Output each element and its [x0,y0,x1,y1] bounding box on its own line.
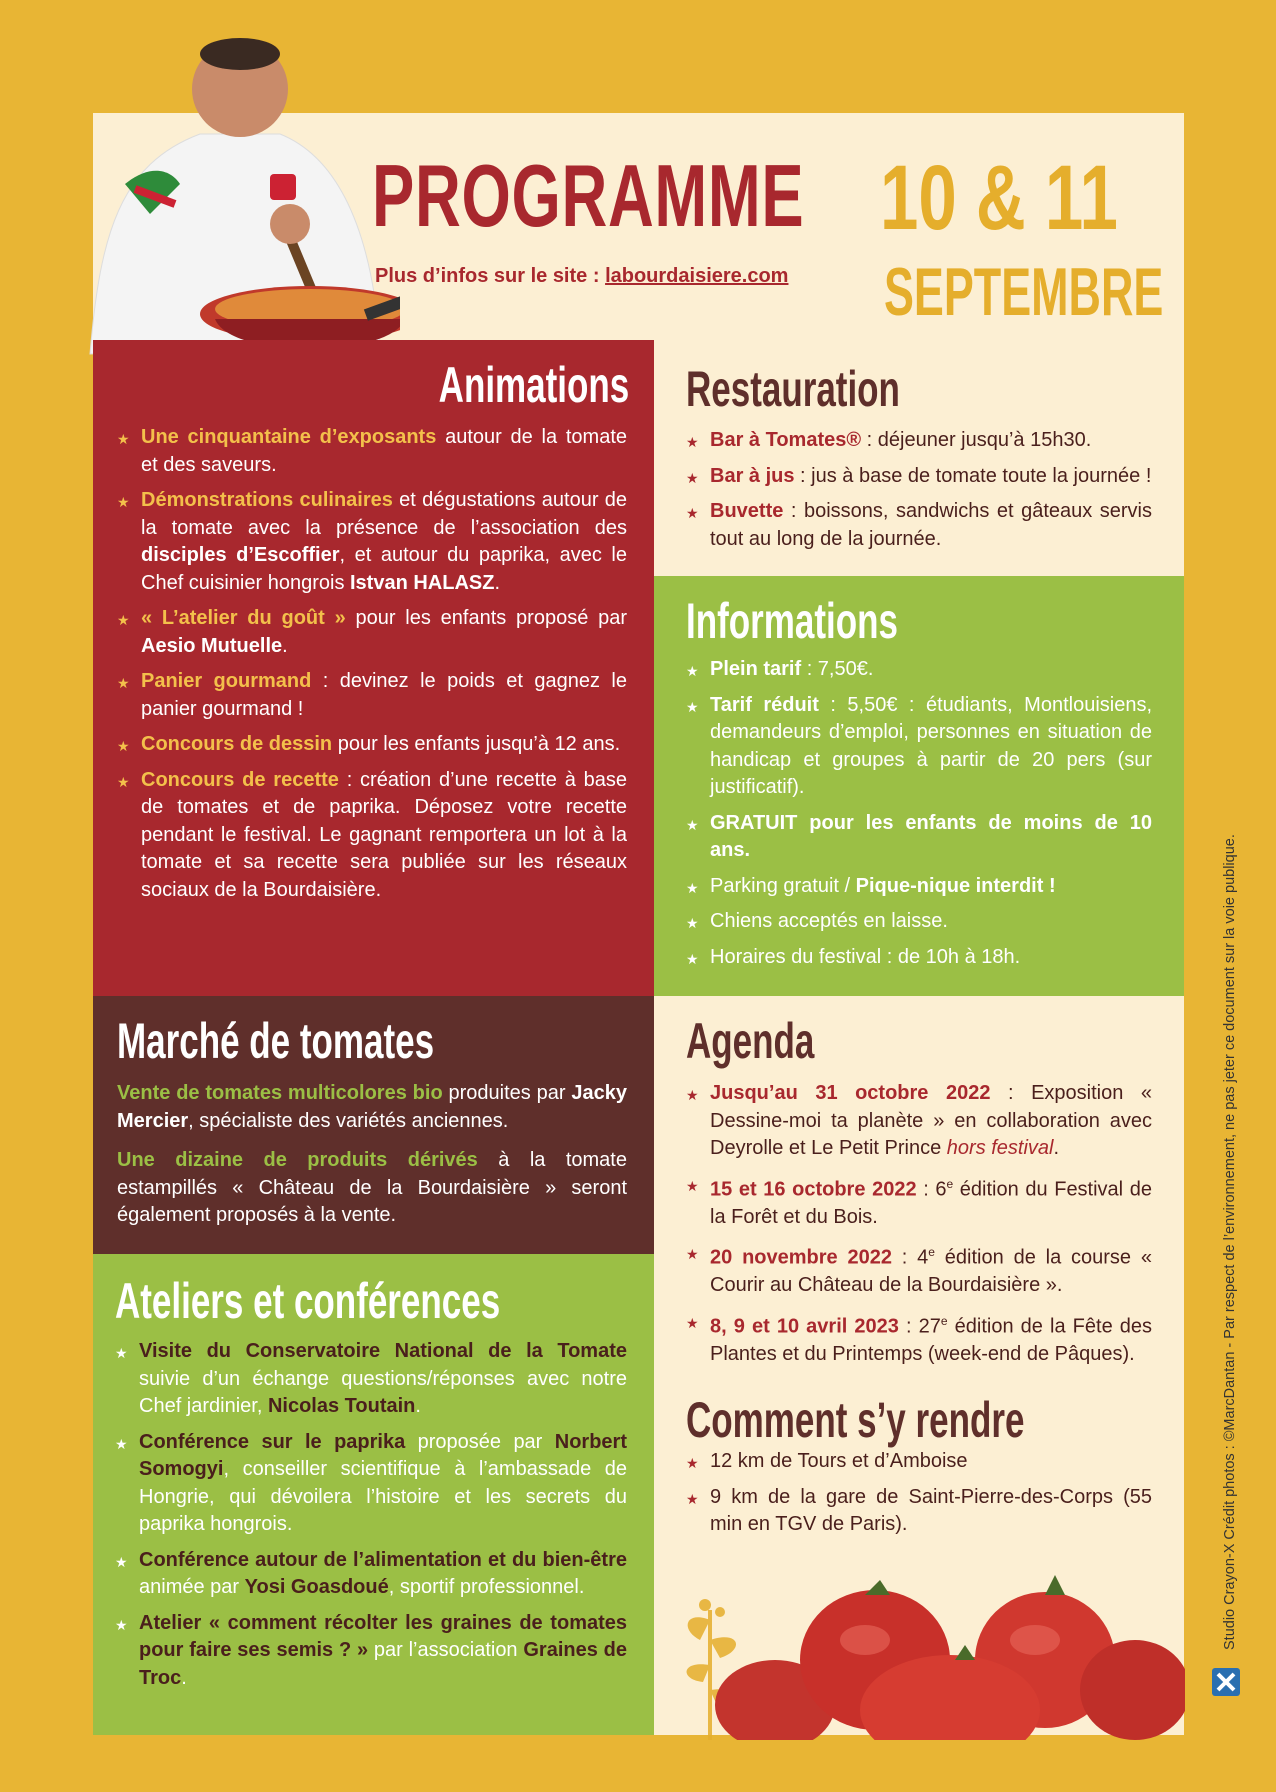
tomatoes-illustration [665,1540,1185,1740]
agenda-date: 8, 9 et 10 avril 2023 [710,1315,899,1338]
item-highlight: Bar à jus [710,464,795,487]
item-highlight: Concours de dessin [141,733,333,755]
item-text: : 5,50€ : étudiants, Montlouisiens, demandeurs d’emploi, personnes en situation de handicap et groupes à partir de 20 pers (sur justificatif). [710,693,1153,798]
star-bullet-icon: ★ [686,505,699,521]
item-text: : déjeuner jusqu’à 15h30. [861,429,1092,451]
star-bullet-icon: ★ [686,434,699,450]
item-highlight: Concours de recette [141,768,339,791]
list-item [117,668,627,723]
item-highlight: Panier gourmand [141,670,312,692]
star-bullet-icon: ★ [686,1246,699,1263]
animations-list [117,424,627,912]
star-bullet-icon: ★ [686,1087,699,1103]
star-bullet-icon: ★ [686,1177,699,1194]
item-text: : jus à base de tomate toute la journée ! [794,464,1152,487]
item-highlight: GRATUIT pour les enfants de moins de 10 ans. [710,811,1152,861]
ateliers-panel [93,1254,654,1735]
website-link[interactable]: labourdaisiere.com [605,265,789,287]
list-item [117,731,627,759]
agenda-text: édition de la Fête des Plantes et du Printemps (week-end de Pâques). [710,1315,1153,1365]
list-item [686,656,1152,684]
website-prefix: Plus d’infos sur le site : [375,265,606,287]
item-text: , conseiller scientifique à l’ambassade de Hongrie, qui dévoilera l’histoire et les secrets du paprika hongrois. [139,1458,627,1535]
item-text: : devinez le poids et gagnez le panier gourmand ! [141,670,627,720]
list-item [117,767,627,905]
acces-list [686,1448,1152,1547]
agenda-date: 15 et 16 octobre 2022 [710,1178,917,1201]
item-text: . [181,1666,187,1689]
page-title: PROGRAMME [372,146,805,245]
restauration-heading: Restauration [686,361,900,417]
item-bold: Graines de Troc [139,1639,627,1689]
item-text: : 7,50€. [801,658,874,680]
item-highlight: Vente de tomates multicolores bio [117,1082,443,1104]
list-item [686,427,1152,455]
acces-item [686,1484,1152,1539]
agenda-text: : 27 [898,1315,941,1338]
star-bullet-icon: ★ [117,612,130,628]
item-bold: Aesio Mutuelle [141,634,283,657]
acces-heading: Comment s’y rendre [686,1392,1025,1448]
event-dates: 10 & 11 [880,147,1118,249]
item-bold: Pique-nique interdit ! [855,874,1056,897]
star-bullet-icon: ★ [117,738,130,754]
star-bullet-icon: ★ [117,494,130,510]
agenda-text: édition du Festival de la Forêt et du Bois. [710,1178,1152,1228]
agenda-text: . [1053,1137,1060,1159]
item-highlight: Une dizaine de produits dérivés [117,1149,478,1171]
crayon-x-logo [1212,1668,1240,1696]
animations-heading: Animations [438,357,629,413]
list-item [686,498,1152,553]
item-text: par l’association [368,1639,524,1661]
item-text: pour les enfants proposé par [345,607,628,629]
item-text: pour les enfants jusqu’à 12 ans. [332,733,621,755]
agenda-item [686,1308,1152,1369]
item-text: . [282,634,288,657]
star-bullet-icon: ★ [115,1616,128,1633]
ordinal-suffix: e [946,1176,954,1191]
restauration-list [686,427,1152,561]
item-bold: disciples d’Escoffier [141,544,340,566]
list-item [686,908,1152,936]
marche-text [117,1080,627,1242]
star-bullet-icon: ★ [686,1455,699,1471]
item-highlight: Atelier « comment récolter les graines de tomates pour faire ses semis ? » [139,1611,627,1661]
acces-item [686,1448,1152,1476]
list-item [117,605,627,660]
item-highlight: Visite du Conservatoire National de la Tomate [139,1340,627,1362]
list-item [115,1610,627,1693]
item-text: Parking gratuit / [710,874,856,897]
star-bullet-icon: ★ [686,915,699,931]
item-bold: Jacky Mercier [117,1082,627,1132]
item-highlight: Démonstrations culinaires [141,489,393,511]
list-item [686,873,1152,901]
acces-text: 9 km de la gare de Saint-Pierre-des-Corps (55 min en TGV de Paris). [710,1485,1152,1535]
item-text: produites par [442,1082,572,1104]
agenda-text: : Exposition « Dessine-moi ta planète » en collaboration avec Deyrolle et Le Petit Prince [710,1082,1153,1159]
star-bullet-icon: ★ [686,663,699,679]
star-bullet-icon: ★ [115,1553,128,1570]
list-item [686,692,1152,802]
ordinal-suffix: e [940,1313,948,1328]
item-highlight: Conférence sur le paprika [139,1430,406,1453]
list-item [686,810,1152,865]
star-bullet-icon: ★ [686,469,699,486]
list-item [686,944,1152,972]
agenda-list [686,1080,1152,1376]
item-bold: Istvan HALASZ [350,571,495,594]
star-bullet-icon: ★ [686,698,699,715]
item-text: : création d’une recette à base de tomates et de paprika. Déposez votre recette pendant le festival. Le gagnant remportera un lot à la tomate et sa recette sera publiée sur les réseaux sociaux de la Bourdaisière. [141,768,627,901]
informations-list [686,656,1152,979]
item-text: , spécialiste des variétés anciennes. [188,1109,509,1132]
item-text: , et autour du paprika, avec le Chef cuisinier hongrois [141,544,627,594]
acces-text: 12 km de Tours et d’Amboise [710,1450,968,1472]
star-bullet-icon: ★ [686,1314,699,1331]
item-text: à la tomate estampillés « Château de la Bourdaisière » seront également proposés à la vente. [117,1149,627,1226]
item-highlight: Une cinquantaine d’exposants [141,426,437,448]
star-bullet-icon: ★ [117,773,130,790]
animations-panel [93,340,654,996]
item-highlight: Tarif réduit [710,693,819,716]
marche-panel [93,996,654,1254]
list-item [117,487,627,597]
website-info [375,265,788,288]
item-text: Horaires du festival : de 10h à 18h. [710,945,1021,968]
item-highlight: « L’atelier du goût » [141,607,346,629]
star-bullet-icon: ★ [117,431,130,447]
star-bullet-icon: ★ [686,879,699,896]
item-text: . [415,1395,421,1417]
item-text: Chiens acceptés en laisse. [710,910,948,932]
item-bold: Yosi Goasdoué [244,1576,389,1598]
list-item [117,424,627,479]
item-bold: Norbert Somogyi [139,1430,627,1480]
star-bullet-icon: ★ [115,1345,128,1361]
star-bullet-icon: ★ [686,950,699,967]
item-highlight: Plein tarif [710,658,802,680]
list-item [115,1338,627,1421]
item-text: suivie d’un échange questions/réponses avec notre Chef jardinier, [139,1367,627,1417]
item-text: proposée par [405,1430,555,1453]
item-text: , sportif professionnel. [388,1576,585,1598]
item-bold: Nicolas Toutain [267,1395,416,1417]
star-bullet-icon: ★ [686,816,699,833]
event-month: SEPTEMBRE [884,254,1164,330]
item-highlight: Buvette [710,500,784,522]
informations-heading: Informations [686,593,898,649]
list-item [115,1547,627,1602]
item-highlight: Bar à Tomates® [710,429,862,451]
star-bullet-icon: ★ [115,1435,128,1452]
agenda-text: : 4 [891,1246,929,1269]
agenda-item [686,1171,1152,1232]
marche-paragraph [117,1080,627,1135]
marche-paragraph [117,1147,627,1230]
item-text: . [494,571,501,594]
list-item [115,1429,627,1539]
ateliers-heading: Ateliers et conférences [115,1273,501,1329]
marche-heading: Marché de tomates [117,1013,435,1069]
agenda-note: hors festival [946,1137,1054,1159]
agenda-date: 20 novembre 2022 [710,1246,892,1269]
item-text: : boissons, sandwichs et gâteaux servis tout au long de la journée. [710,500,1152,550]
star-bullet-icon: ★ [117,675,130,691]
ordinal-suffix: e [928,1245,935,1260]
item-text: et dégustations autour de la tomate avec la présence de l’association des [141,489,627,539]
agenda-text: : 6 [916,1178,947,1201]
item-text: autour de la tomate et des saveurs. [141,426,628,476]
star-bullet-icon: ★ [686,1490,699,1507]
informations-panel [654,576,1184,996]
item-text: animée par [139,1576,245,1598]
agenda-text: édition de la course « Courir au Château de la Bourdaisière ». [710,1246,1152,1297]
list-item [686,463,1152,491]
agenda-date: Jusqu’au 31 octobre 2022 [710,1082,991,1104]
ateliers-list [115,1338,627,1700]
item-highlight: Conférence autour de l’alimentation et du bien-être [139,1548,627,1571]
agenda-heading: Agenda [686,1013,815,1069]
credits-text: Studio Crayon-X Crédit photos : ©MarcDantan - Par respect de l’environnement, ne pas jeter ce document sur la voie publique. [1222,834,1238,1650]
agenda-item [686,1080,1152,1163]
agenda-item [686,1239,1152,1300]
